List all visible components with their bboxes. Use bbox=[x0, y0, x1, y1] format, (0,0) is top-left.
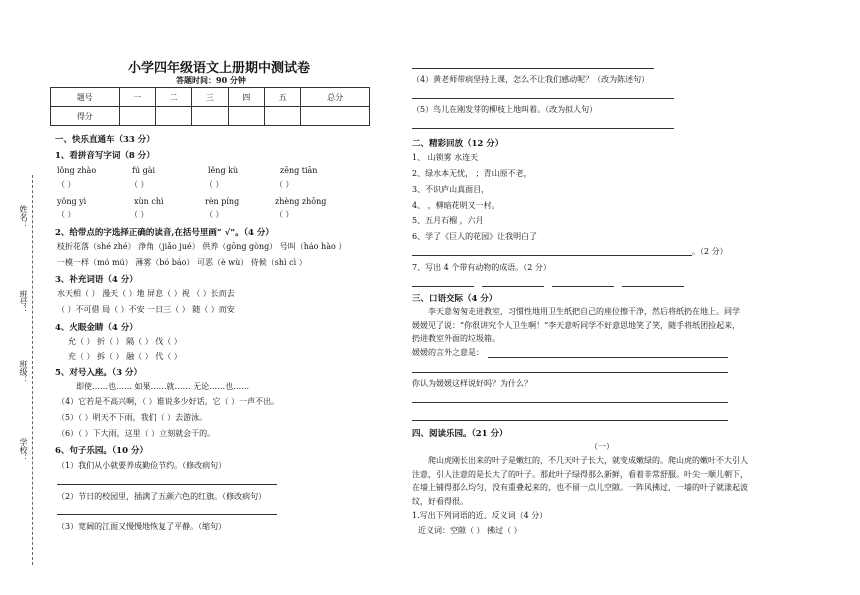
score-table-score-row bbox=[51, 107, 370, 126]
score-cell: 四 bbox=[228, 88, 264, 107]
section3-heading: 三、口语交际（4 分） bbox=[412, 294, 498, 304]
q5-title: 5、对号入座。（3 分） bbox=[55, 368, 143, 378]
recite-line4: 4、 ，柳暗花明又一村。 bbox=[412, 201, 500, 210]
recite-line1: 1、 山锁雾 水连天 bbox=[412, 153, 479, 162]
score-input-cell[interactable] bbox=[228, 107, 264, 126]
answer-line[interactable] bbox=[412, 286, 474, 287]
q3-line2: （ ）不可借 局（ ）不安 一日三（ ） 随（ ）而安 bbox=[57, 305, 235, 314]
answer-line[interactable] bbox=[57, 484, 277, 485]
section1-heading: 一、快乐直通车（33 分） bbox=[55, 135, 155, 145]
score-input-cell[interactable] bbox=[301, 107, 370, 126]
section4-heading: 四、阅读乐园。（21 分） bbox=[412, 429, 508, 439]
pinyin-1-1: lǒng zhào bbox=[57, 166, 97, 175]
margin-number-label: 班号： bbox=[19, 290, 28, 314]
score-input-cell[interactable] bbox=[155, 107, 191, 126]
answer-paren[interactable]: （ ） bbox=[275, 210, 294, 219]
score-row-label: 得分 bbox=[51, 107, 120, 126]
answer-paren[interactable]: （ ） bbox=[205, 210, 224, 219]
oral-passage: 李天意匆匆走进教室，习惯性地用卫生纸把自己的座位擦干净，然后将纸扔在地上。同学媛媛见了说：“你很讲究个人卫生啊！”李天意听同学不好意思地笑了笑，随手将纸团捡起来，扔进教室外面的垃圾箱。 bbox=[412, 307, 741, 343]
margin-class-label: 班级： bbox=[19, 360, 28, 384]
answer-paren[interactable]: （ ） bbox=[57, 180, 76, 189]
pinyin-1-2: fú gài bbox=[132, 166, 156, 175]
q3-line1: 水天相（ ） 漫天（ ）地 屏息（ ）视 （ ）长而去 bbox=[57, 289, 235, 298]
score-input-cell[interactable] bbox=[264, 107, 300, 126]
pinyin-2-1: yǒng yì bbox=[57, 197, 87, 206]
exam-time-note: 答题时间：90 分钟 bbox=[176, 75, 246, 85]
score-cell: 五 bbox=[264, 88, 300, 107]
answer-paren[interactable]: （ ） bbox=[205, 180, 224, 189]
q6-sentence2: （2）节日的校园里，插满了五颜六色的红旗。（修改病句） bbox=[57, 492, 267, 501]
pinyin-1-4: zēng tiān bbox=[280, 166, 318, 175]
exam-title: 小学四年级语文上册期中测试卷 bbox=[128, 61, 311, 76]
q6-sentence4: （4）黄老师带病坚持上课，怎么不让我们感动呢？（改为陈述句） bbox=[412, 75, 650, 84]
margin-school-label: 学校： bbox=[19, 438, 28, 462]
answer-line[interactable] bbox=[412, 402, 728, 403]
q4-line2: 充（ ） 拆（ ） 融（ ） 代（ ） bbox=[68, 352, 182, 361]
pinyin-2-3: rèn píng bbox=[205, 197, 240, 206]
answer-paren[interactable]: （ ） bbox=[130, 210, 149, 219]
q4-line1: 允（ ） 折（ ） 隔（ ） 伐（ ） bbox=[68, 337, 182, 346]
score-table-header-row bbox=[51, 88, 370, 107]
reading-q1-title: 1.写出下列词语的近、反义词（4 分） bbox=[412, 511, 548, 520]
answer-line[interactable] bbox=[552, 286, 614, 287]
answer-line[interactable] bbox=[57, 514, 277, 515]
answer-line[interactable] bbox=[412, 98, 674, 99]
pinyin-2-2: xùn chì bbox=[134, 197, 164, 206]
oral-question1: 媛媛的言外之意是： bbox=[412, 348, 484, 357]
score-cell: 总分 bbox=[301, 88, 370, 107]
recite-line2: 2、绿水本无忧， ；青山原不老， bbox=[412, 169, 532, 178]
margin-name-label: 姓名： bbox=[19, 205, 28, 229]
pinyin-1-3: lěng kù bbox=[208, 166, 239, 175]
score-cell: 三 bbox=[192, 88, 228, 107]
answer-line[interactable] bbox=[482, 286, 544, 287]
q2-line1: 枝折花落（shé zhé） 浄角（jiǎo jué） 供养（gōng gòng） 号叫（háo hào ） bbox=[57, 242, 347, 251]
score-input-cell[interactable] bbox=[119, 107, 155, 126]
q5-sentence4: （4）它若是不高兴啊，（ ）谁说多少好话，它（ ）一声不出。 bbox=[57, 397, 280, 406]
q6-sentence5: （5）鸟儿在刚发芽的柳枝上地叫着。（改为拟人句） bbox=[412, 105, 598, 114]
answer-line[interactable] bbox=[412, 420, 728, 421]
q6-title: 6、句子乐园。（10 分） bbox=[55, 446, 148, 456]
binding-line bbox=[32, 175, 33, 565]
answer-line[interactable] bbox=[412, 68, 654, 69]
answer-line[interactable] bbox=[488, 357, 728, 358]
q5-sentence5: （5）（ ）明天不下雨，我们（ ）去游泳。 bbox=[57, 413, 208, 422]
recite-line3: 3、不识庐山真面目， bbox=[412, 185, 490, 194]
recite-line7: 7、写出 4 个带有动物的成语。（2 分） bbox=[412, 263, 551, 272]
score-input-cell[interactable] bbox=[192, 107, 228, 126]
answer-line[interactable] bbox=[622, 286, 684, 287]
answer-paren[interactable]: （ ） bbox=[130, 180, 149, 189]
q2-line2: 一模一样（mó mú） 薄雾（bó báo） 可恶（è wù） 侍候（shì cì ） bbox=[57, 258, 307, 267]
pinyin-2-4: zhèng zhōng bbox=[275, 197, 327, 206]
reading-q1-line: 近义词：空隙（ ） 拂过（ ） bbox=[418, 526, 522, 535]
reading-number: （一） bbox=[590, 442, 614, 451]
answer-paren[interactable]: （ ） bbox=[57, 210, 76, 219]
q4-title: 4、火眼金睛（4 分） bbox=[55, 323, 138, 333]
q6-sentence1: （1）我们从小就要养成勤俭节约。（修改病句） bbox=[57, 461, 227, 470]
q5-sentence6: （6）（ ）下大雨，这里（ ）立刻就会干的。 bbox=[57, 429, 216, 438]
answer-line[interactable] bbox=[412, 128, 674, 129]
q5-options: 即使……也…… 如果……就…… 无论……也…… bbox=[76, 382, 250, 391]
q3-title: 3、补充词语（4 分） bbox=[55, 275, 138, 285]
q6-sentence3: （3）宽阔的江面又慢慢地恢复了平静。（缩句） bbox=[57, 522, 227, 531]
recite-line5: 5、五月石榴 ，六月 bbox=[412, 216, 484, 225]
score-table bbox=[50, 87, 370, 126]
section2-heading: 二、精彩回放（12 分） bbox=[412, 139, 504, 149]
recite-line6-score: 。（2 分） bbox=[692, 247, 728, 256]
recite-line6: 6、学了《巨人的花园》让我明白了 bbox=[412, 232, 538, 241]
score-cell: 二 bbox=[155, 88, 191, 107]
oral-question2: 你认为媛媛这样说好吗？为什么？ bbox=[412, 379, 532, 388]
q1-title: 1、看拼音写字词（8 分） bbox=[55, 151, 155, 161]
answer-paren[interactable]: （ ） bbox=[275, 180, 294, 189]
reading-passage: 爬山虎刚长出来的叶子是嫩红的，不几天叶子长大，就变成嫩绿的。爬山虎的嫩叶不大引人注意，引人注意的是长大了的叶子。那此叶子绿得那么新鲜，看着非常舒服。叶尖一顺儿朝下，在墙上铺得那么均匀，没有重叠起来的，也不留一点儿空隙。一阵风拂过，一墙的叶子就漾起波纹，好看得很。 bbox=[412, 456, 748, 506]
answer-line[interactable] bbox=[412, 372, 728, 373]
q2-title: 2、给带点的字选择正确的读音,在括号里画“ √”。（4 分） bbox=[55, 228, 274, 238]
score-cell: 一 bbox=[119, 88, 155, 107]
score-cell: 题号 bbox=[51, 88, 120, 107]
answer-line[interactable] bbox=[412, 255, 692, 256]
